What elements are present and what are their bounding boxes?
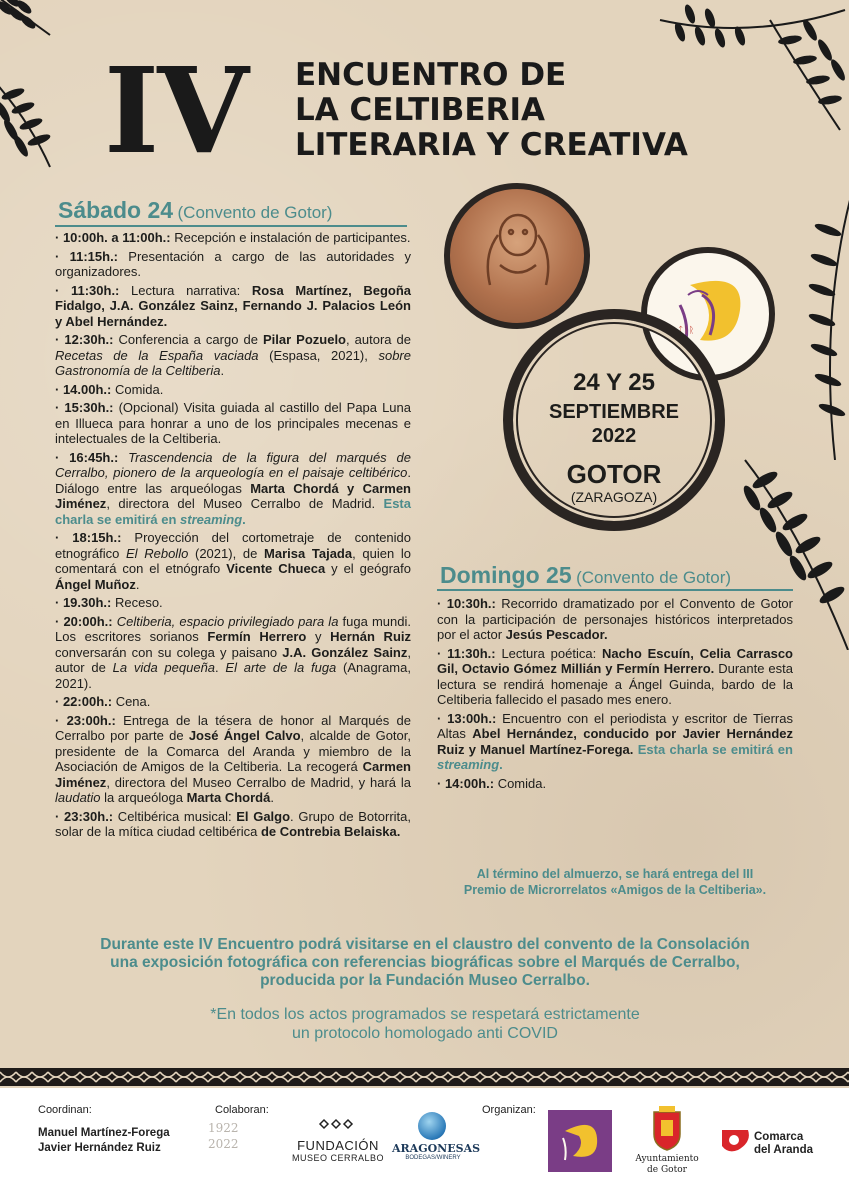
sunday-heading bbox=[440, 562, 731, 589]
sunday-location: (Convento de Gotor) bbox=[576, 568, 732, 587]
schedule-item bbox=[55, 694, 411, 710]
schedule-item bbox=[55, 332, 411, 379]
sunday-schedule bbox=[437, 596, 793, 794]
fern-leaf-icon bbox=[790, 200, 849, 460]
event-date-badge bbox=[503, 309, 725, 531]
title-line: ENCUENTRO DE bbox=[295, 57, 567, 93]
knot-pattern-icon bbox=[0, 1068, 849, 1086]
schedule-description: Encuentro con el periodista y escritor de Tierras Altas Abel Hernández, conducido por Javier Hernández Ruiz y Manuel Martínez-Forega. Esta charla se emitirá en streaming. bbox=[437, 710, 794, 772]
date-month: SEPTIEMBRE bbox=[548, 401, 680, 423]
schedule-item bbox=[55, 450, 411, 528]
award-note bbox=[437, 866, 793, 898]
schedule-time: · 11:30h.: bbox=[437, 645, 496, 661]
aragonesas-line: ARAGONESAS bbox=[392, 1142, 481, 1155]
schedule-time: · 22:00h.: bbox=[55, 694, 113, 709]
event-place: GOTOR bbox=[566, 459, 662, 489]
schedule-description: Receso. bbox=[111, 595, 163, 610]
saturday-heading bbox=[58, 197, 332, 224]
schedule-description: Recorrido dramatizado por el Convento de Gotor con la participación de personajes históricos interpretados por el actor Jesús Pescador. bbox=[437, 596, 793, 642]
schedule-description: Comida. bbox=[494, 775, 547, 791]
fern-leaf-icon bbox=[0, 72, 65, 172]
stamp-year: 2022 bbox=[208, 1137, 239, 1151]
schedule-item bbox=[55, 530, 411, 592]
covid-notice bbox=[40, 1005, 810, 1043]
event-region: (ZARAGOZA) bbox=[570, 489, 658, 505]
ayuntamiento-line: de Gotor bbox=[647, 1165, 687, 1175]
coordinan-label: Coordinan: bbox=[38, 1104, 92, 1116]
fundacion-line: MUSEO CERRALBO bbox=[291, 1153, 385, 1163]
fundacion-logo-text bbox=[290, 1138, 386, 1163]
museo-cerralbo-logo-icon bbox=[318, 1118, 354, 1130]
schedule-item bbox=[55, 809, 411, 840]
covid-line: un protocolo homologado anti COVID bbox=[292, 1025, 558, 1042]
saturday-day: Sábado 24 bbox=[58, 197, 174, 223]
schedule-time: · 10:30h.: bbox=[437, 596, 496, 611]
schedule-time: · 18:15h.: bbox=[55, 530, 122, 545]
schedule-description: Lectura narrativa: Rosa Martínez, Begoña Fidalgo, J.A. González Sainz, Fernando J. Palacios León y Abel Hernández. bbox=[55, 282, 412, 329]
sunday-day: Domingo 25 bbox=[440, 562, 572, 588]
schedule-item bbox=[437, 646, 793, 708]
centenary-stamp bbox=[208, 1120, 288, 1164]
schedule-description: Proyección del cortometraje de contenido etnográfico El Rebollo (2021), de Marisa Tajada, quien lo comentará con el etnógrafo Vicente Chueca y el geógrafo Ángel Muñoz. bbox=[55, 530, 411, 592]
saturday-location: (Convento de Gotor) bbox=[177, 203, 333, 222]
schedule-item bbox=[55, 713, 411, 806]
schedule-description: (Opcional) Visita guiada al castillo del Papa Luna en Illueca para honrar a uno de los principales mecenas e intelectuales de la Celtiberia. bbox=[55, 400, 411, 446]
schedule-description: Celtibérica musical: El Galgo. Grupo de Botorrita, solar de la mítica ciudad celtibérica de Contrebia Belaiska. bbox=[55, 808, 412, 839]
fundacion-line: FUNDACIÓN bbox=[297, 1138, 379, 1153]
covid-line: *En todos los actos programados se respetará estrictamente bbox=[210, 1006, 640, 1023]
saturday-schedule bbox=[55, 230, 411, 843]
schedule-time: · 23:00h.: bbox=[55, 712, 116, 728]
section-divider bbox=[55, 225, 407, 227]
schedule-description: Recepción e instalación de participantes. bbox=[170, 230, 411, 245]
schedule-time: · 19.30h.: bbox=[55, 595, 112, 610]
schedule-description: Celtiberia, espacio privilegiado para la fuga mundi. Los escritores sorianos Fermín Herrero y Hernán Ruiz conversarán con su colega y paisano J.A. González Sainz, autor de La vida pequeña. El arte de la fuga (Anagrama, 2021). bbox=[55, 613, 411, 691]
schedule-time: · 23:30h.: bbox=[55, 808, 114, 824]
schedule-description: Cena. bbox=[112, 694, 151, 709]
ayuntamiento-line: Ayuntamiento bbox=[635, 1154, 699, 1164]
schedule-description: Lectura poética: Nacho Escuín, Celia Carrasco Gil, Octavio Gómez Millián y Fermín Herrero. Durante esta lectura se rendirá homenaje a Ángel Guinda, bardo de la Celtiberia fallecido el pasado mes enero. bbox=[437, 645, 794, 707]
schedule-time: · 12:30h.: bbox=[55, 332, 114, 347]
comarca-line: Comarca bbox=[754, 1131, 804, 1143]
svg-text:ᛏᛁᚱ: ᛏᛁᚱ bbox=[678, 326, 695, 336]
comarca-logo-text bbox=[754, 1131, 813, 1157]
colaboran-label: Colaboran: bbox=[215, 1104, 269, 1116]
schedule-time: · 16:45h.: bbox=[55, 449, 119, 465]
event-title bbox=[295, 58, 765, 163]
schedule-item bbox=[437, 711, 793, 773]
aragonesas-logo-text bbox=[392, 1142, 481, 1161]
title-line: LA CELTIBERIA bbox=[295, 92, 545, 128]
schedule-time: · 14.00h.: bbox=[55, 381, 112, 397]
schedule-item bbox=[437, 596, 793, 643]
schedule-time: · 15:30h.: bbox=[55, 400, 114, 415]
comarca-aranda-logo-icon bbox=[718, 1126, 752, 1156]
schedule-time: · 11:15h.: bbox=[55, 248, 119, 264]
edition-numeral: IV bbox=[104, 41, 247, 180]
aragonesas-line: BODEGAS/WINERY bbox=[405, 1155, 461, 1161]
coordinator-name: Javier Hernández Ruiz bbox=[38, 1142, 161, 1154]
ayuntamiento-logo-text bbox=[630, 1154, 704, 1176]
date-year: 2022 bbox=[591, 425, 637, 447]
award-line: Premio de Microrrelatos «Amigos de la Celtiberia». bbox=[463, 883, 767, 897]
exhibition-line: Durante este IV Encuentro podrá visitarse en el claustro del convento de la Consolación bbox=[100, 936, 750, 953]
exhibition-line: una exposición fotográfica con referencias biográficas sobre el Marqués de Cerralbo, bbox=[110, 954, 740, 971]
schedule-item bbox=[437, 776, 793, 792]
section-divider bbox=[437, 589, 793, 591]
schedule-time: · 13:00h.: bbox=[437, 710, 497, 726]
schedule-item bbox=[55, 595, 411, 611]
exhibition-line: producida por la Fundación Museo Cerralbo. bbox=[260, 972, 590, 989]
comarca-line: del Aranda bbox=[754, 1144, 814, 1156]
schedule-description: Trascendencia de la figura del marqués de Cerralbo, pionero de la arqueología en el paisaje celtibérico. Diálogo entre las arqueólogas Marta Chordá y Carmen Jiménez, directora del Museo Cerralbo de Madrid. Esta charla se emitirá en streaming. bbox=[55, 449, 411, 527]
date-days: 24 Y 25 bbox=[573, 369, 655, 396]
schedule-description: Conferencia a cargo de Pilar Pozuelo, autora de Recetas de la España vaciada (Espasa, 2021), sobre Gastronomía de la Celtiberia. bbox=[55, 332, 412, 378]
schedule-description: Entrega de la tésera de honor al Marqués de Cerralbo por parte de José Ángel Calvo, alcalde de Gotor, presidente de la Comarca del Aranda y miembro de la Asociación de Amigos de la Celtiberia. La recogerá Carmen Jiménez, directora del Museo Cerralbo de Madrid, y hará la laudatio la arqueóloga Marta Chordá. bbox=[55, 712, 412, 805]
schedule-description: Presentación a cargo de las autoridades y organizadores. bbox=[55, 248, 411, 279]
schedule-item bbox=[55, 382, 411, 398]
schedule-time: · 20:00h.: bbox=[55, 613, 113, 629]
coordinators bbox=[38, 1126, 170, 1156]
gotor-coat-of-arms-icon bbox=[650, 1106, 684, 1152]
schedule-description: Comida. bbox=[111, 381, 164, 397]
exhibition-note bbox=[40, 936, 810, 990]
coordinator-name: Manuel Martínez-Forega bbox=[38, 1127, 170, 1139]
fern-leaf-icon bbox=[0, 0, 60, 60]
schedule-time: · 11:30h.: bbox=[55, 282, 120, 298]
schedule-time: · 14:00h.: bbox=[437, 775, 495, 791]
title-line: LITERARIA Y CREATIVA bbox=[295, 127, 688, 163]
schedule-item bbox=[55, 400, 411, 447]
schedule-time: · 10:00h. a 11:00h.: bbox=[55, 230, 171, 245]
relief-face-icon bbox=[478, 205, 558, 305]
schedule-item bbox=[55, 614, 411, 692]
aragonesas-globe-icon bbox=[418, 1112, 446, 1140]
schedule-item bbox=[55, 249, 411, 280]
organizan-label: Organizan: bbox=[482, 1104, 536, 1116]
schedule-item bbox=[55, 283, 411, 330]
association-logo-icon bbox=[555, 1116, 605, 1166]
award-line: Al término del almuerzo, se hará entrega del III bbox=[476, 867, 754, 881]
stamp-year: 1922 bbox=[208, 1121, 239, 1135]
schedule-item bbox=[55, 230, 411, 246]
